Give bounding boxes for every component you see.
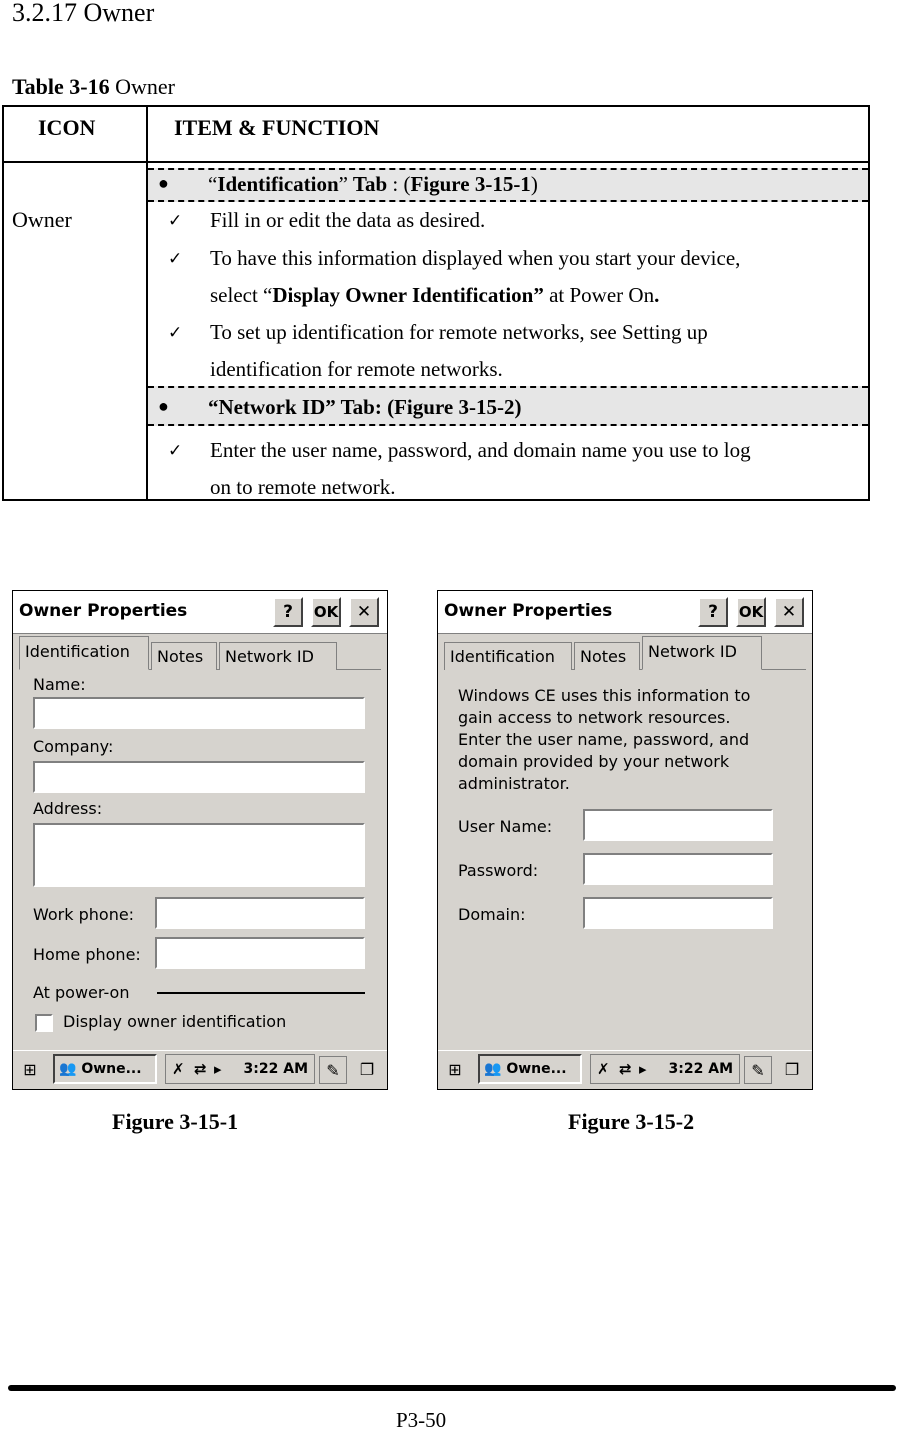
check-icon: ✓ xyxy=(168,211,183,230)
tab-label: Tab xyxy=(348,172,388,196)
figure-3-15-1-screenshot xyxy=(12,590,388,1090)
at-power-on-label: At power-on xyxy=(33,983,130,1002)
table-caption-label: Table 3-16 xyxy=(12,74,110,99)
network-item-1: Enter the user name, password, and domain name you use to log xyxy=(210,438,751,462)
taskbar-app-button[interactable] xyxy=(53,1054,157,1084)
tray-arrow-icon[interactable]: ▸ xyxy=(639,1060,647,1078)
switch-windows-icon[interactable]: ❐ xyxy=(359,1060,375,1079)
switch-windows-icon[interactable]: ❐ xyxy=(784,1060,800,1079)
identification-label: Identification xyxy=(217,172,339,196)
identification-item-3-line2: identification for remote networks. xyxy=(210,357,503,381)
taskbar xyxy=(438,1050,812,1089)
item2-end: . xyxy=(654,283,660,307)
system-tray xyxy=(165,1054,315,1084)
head-sep: : ( xyxy=(387,172,411,196)
windows-start-icon[interactable]: ⊞ xyxy=(448,1060,462,1079)
figure-caption-1: Figure 3-15-1 xyxy=(112,1109,239,1134)
display-owner-label: Display owner identification xyxy=(63,1012,287,1031)
company-input[interactable] xyxy=(33,761,365,793)
work-phone-label: Work phone: xyxy=(33,905,135,924)
group-separator xyxy=(157,992,365,994)
display-owner-checkbox[interactable] xyxy=(35,1014,53,1032)
tab-identification[interactable]: Identification xyxy=(19,636,149,670)
figure-3-15-2-screenshot xyxy=(437,590,813,1090)
owner-table xyxy=(2,105,870,501)
tab-network-id[interactable]: Network ID xyxy=(219,642,337,670)
tab-strip xyxy=(19,637,381,670)
identification-item-3: To set up identification for remote networks, see Setting up xyxy=(210,320,708,344)
name-input[interactable] xyxy=(33,697,365,729)
tray-arrow-icon[interactable]: ▸ xyxy=(214,1060,222,1078)
company-label: Company: xyxy=(33,737,114,756)
footer-rule xyxy=(8,1385,896,1391)
open-quote: “ xyxy=(208,172,218,196)
page-number: P3-50 xyxy=(396,1408,447,1432)
ok-button[interactable]: OK xyxy=(311,597,341,627)
item2-bold: Display Owner Identification” xyxy=(272,283,544,307)
windows-start-icon[interactable]: ⊞ xyxy=(23,1060,37,1079)
header-icon: ICON xyxy=(38,115,96,140)
users-icon: 👥 xyxy=(59,1061,77,1077)
network-disconnected-icon[interactable]: ✗ xyxy=(597,1060,610,1078)
network-disconnected-icon[interactable]: ✗ xyxy=(172,1060,185,1078)
figure-caption-2: Figure 3-15-2 xyxy=(568,1109,695,1134)
tab-network-id[interactable]: Network ID xyxy=(642,636,762,670)
clock[interactable]: 3:22 AM xyxy=(668,1061,733,1077)
connection-icon[interactable]: ⇄ xyxy=(619,1060,632,1078)
header-function: ITEM & FUNCTION xyxy=(174,115,380,140)
user-name-label: User Name: xyxy=(458,817,553,836)
bullet-icon: ● xyxy=(158,173,169,193)
input-panel-icon[interactable]: ✎ xyxy=(319,1056,347,1084)
ok-button[interactable]: OK xyxy=(736,597,766,627)
info-line: gain access to network resources. xyxy=(458,708,731,727)
window-title: Owner Properties xyxy=(19,601,188,621)
network-heading-text: “Network ID” Tab: (Figure 3-15-2) xyxy=(208,395,522,419)
table-caption xyxy=(12,74,175,100)
check-icon: ✓ xyxy=(168,323,183,342)
address-input[interactable] xyxy=(33,823,365,887)
home-phone-input[interactable] xyxy=(155,937,365,969)
work-phone-input[interactable] xyxy=(155,897,365,929)
network-item-1-line2: on to remote network. xyxy=(210,475,396,499)
item2-post: at Power On xyxy=(543,283,655,307)
taskbar-app-button[interactable] xyxy=(478,1054,582,1084)
domain-label: Domain: xyxy=(458,905,526,924)
network-info-text xyxy=(458,685,750,795)
network-tab-heading xyxy=(148,386,868,426)
item2-pre: select “ xyxy=(210,283,273,307)
check-icon: ✓ xyxy=(168,441,183,460)
name-label: Name: xyxy=(33,675,86,694)
address-label: Address: xyxy=(33,799,103,818)
tab-notes[interactable]: Notes xyxy=(151,642,217,670)
taskbar-app-label: Owne... xyxy=(506,1061,567,1077)
password-input[interactable] xyxy=(583,853,773,885)
identification-item-2: To have this information displayed when you start your device, xyxy=(210,246,741,270)
identification-item-2-line2 xyxy=(210,283,659,308)
head-close: ) xyxy=(530,172,538,196)
check-icon: ✓ xyxy=(168,249,183,268)
password-label: Password: xyxy=(458,861,539,880)
identification-tab-heading xyxy=(148,168,868,202)
icon-cell-owner: Owner xyxy=(12,207,72,232)
identification-item-1: Fill in or edit the data as desired. xyxy=(210,208,486,232)
tab-notes[interactable]: Notes xyxy=(574,642,640,670)
home-phone-label: Home phone: xyxy=(33,945,141,964)
bullet-icon: ● xyxy=(158,396,169,416)
close-button[interactable]: ✕ xyxy=(349,597,379,627)
help-button[interactable]: ? xyxy=(273,597,303,627)
figure-ref-1: Figure 3-15-1 xyxy=(410,172,531,196)
taskbar xyxy=(13,1050,387,1089)
tab-strip xyxy=(444,637,806,670)
taskbar-app-label: Owne... xyxy=(81,1061,142,1077)
table-caption-text: Owner xyxy=(109,74,175,99)
system-tray xyxy=(590,1054,740,1084)
clock[interactable]: 3:22 AM xyxy=(243,1061,308,1077)
window-title: Owner Properties xyxy=(444,601,613,621)
close-quote: ” xyxy=(338,172,348,196)
info-line: Enter the user name, password, and xyxy=(458,730,750,749)
user-name-input[interactable] xyxy=(583,809,773,841)
title-bar xyxy=(438,591,812,634)
help-button[interactable]: ? xyxy=(698,597,728,627)
title-bar xyxy=(13,591,387,634)
info-line: domain provided by your network xyxy=(458,752,730,771)
input-panel-icon[interactable]: ✎ xyxy=(744,1056,772,1084)
tab-identification[interactable]: Identification xyxy=(444,642,572,670)
close-button[interactable]: ✕ xyxy=(774,597,804,627)
domain-input[interactable] xyxy=(583,897,773,929)
section-title: 3.2.17 Owner xyxy=(12,0,155,27)
info-line: Windows CE uses this information to xyxy=(458,686,751,705)
connection-icon[interactable]: ⇄ xyxy=(194,1060,207,1078)
info-line: administrator. xyxy=(458,774,570,793)
users-icon: 👥 xyxy=(484,1061,502,1077)
